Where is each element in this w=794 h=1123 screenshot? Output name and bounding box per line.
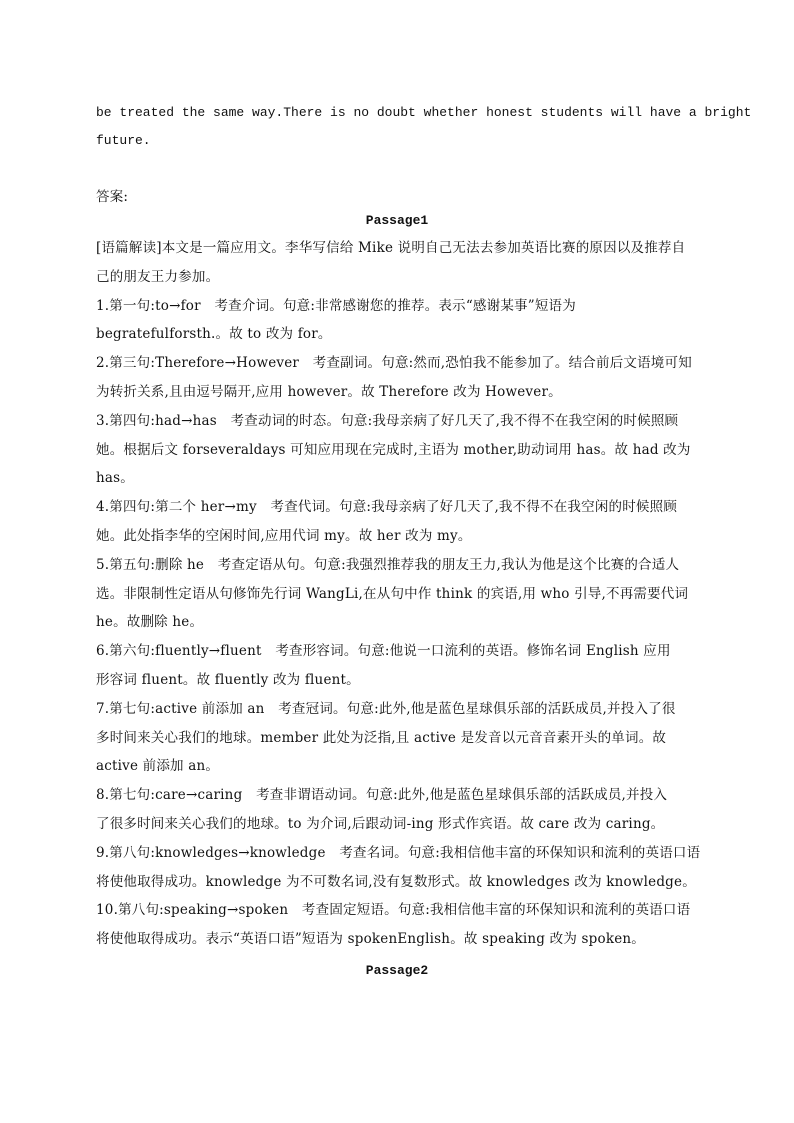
passage1-line: begratefulforsth.。故 to 改为 for。 <box>96 326 332 342</box>
passage1-line: 10.第八句:speaking→spoken 考查固定短语。句意:我相信他丰富的环保知识和流利的英语口语 <box>96 902 691 918</box>
passage1-line: 6.第六句:fluently→fluent 考查形容词。句意:他说一口流利的英语。修饰名词 English 应用 <box>96 643 671 659</box>
passage1-line: 3.第四句:had→has 考查动词的时态。句意:我母亲病了好几天了,我不得不在我空闲的时候照顾 <box>96 413 679 429</box>
passage1-line: he。故删除 he。 <box>96 614 204 630</box>
passage1-line: 4.第四句:第二个 her→my 考查代词。句意:我母亲病了好几天了,我不得不在我空闲的时候照顾 <box>96 499 678 515</box>
passage1-line: 了很多时间来关心我们的地球。to 为介词,后跟动词-ing 形式作宾语。故 care 改为 caring。 <box>96 816 665 832</box>
passage1-line: 8.第七句:care→caring 考查非谓语动词。句意:此外,他是蓝色星球俱乐部的活跃成员,并投入 <box>96 787 668 803</box>
passage1-line: 将使他取得成功。表示“英语口语”短语为 spokenEnglish。故 speaking 改为 spoken。 <box>96 931 645 947</box>
passage1-line: 形容词 fluent。故 fluently 改为 fluent。 <box>96 672 360 688</box>
passage1-line: 为转折关系,且由逗号隔开,应用 however。故 Therefore 改为 However。 <box>96 384 562 400</box>
passage1-line: 她。此处指李华的空闲时间,应用代词 my。故 her 改为 my。 <box>96 528 472 544</box>
passage1-line: 7.第七句:active 前添加 an 考查冠词。句意:此外,他是蓝色星球俱乐部的活跃成员,并投入了很 <box>96 701 676 717</box>
passage1-line: active 前添加 an。 <box>96 758 220 774</box>
passage1-line: has。 <box>96 470 134 486</box>
passage2-heading: Passage2 <box>365 963 429 978</box>
passage1-line: 1.第一句:to→for 考查介词。句意:非常感谢您的推荐。表示“感谢某事”短语为 <box>96 298 576 314</box>
passage1-line: 己的朋友王力参加。 <box>96 269 220 285</box>
passage1-line: 她。根据后文 forseveraldays 可知应用现在完成时,主语为 mother,助动词用 has。故 had 改为 <box>96 442 691 458</box>
passage1-line: 9.第八句:knowledges→knowledge 考查名词。句意:我相信他丰富的环保知识和流利的英语口语 <box>96 845 701 861</box>
passage1-line: 选。非限制性定语从句修饰先行词 WangLi,在从句中作 think 的宾语,用 who 引导,不再需要代词 <box>96 586 689 602</box>
passage1-line: 将使他取得成功。knowledge 为不可数名词,没有复数形式。故 knowledges 改为 knowledge。 <box>96 874 696 890</box>
passage1-line: 2.第三句:Therefore→However 考查副词。句意:然而,恐怕我不能参加了。结合前后文语境可知 <box>96 355 692 371</box>
passage1-line: [语篇解读]本文是一篇应用文。李华写信给 Mike 说明自己无法去参加英语比赛的原因以及推荐自 <box>96 240 686 256</box>
answer-label: 答案: <box>96 189 129 205</box>
passage1-line: 多时间来关心我们的地球。member 此处为泛指,且 active 是发音以元音音素开头的单词。故 <box>96 730 667 746</box>
intro-line-2: future. <box>96 133 151 148</box>
passage1-heading: Passage1 <box>365 213 429 228</box>
intro-line-1: be treated the same way.There is no doubt whether honest students will have a bright <box>96 105 752 120</box>
passage1-line: 5.第五句:删除 he 考查定语从句。句意:我强烈推荐我的朋友王力,我认为他是这个比赛的合适人 <box>96 557 680 573</box>
